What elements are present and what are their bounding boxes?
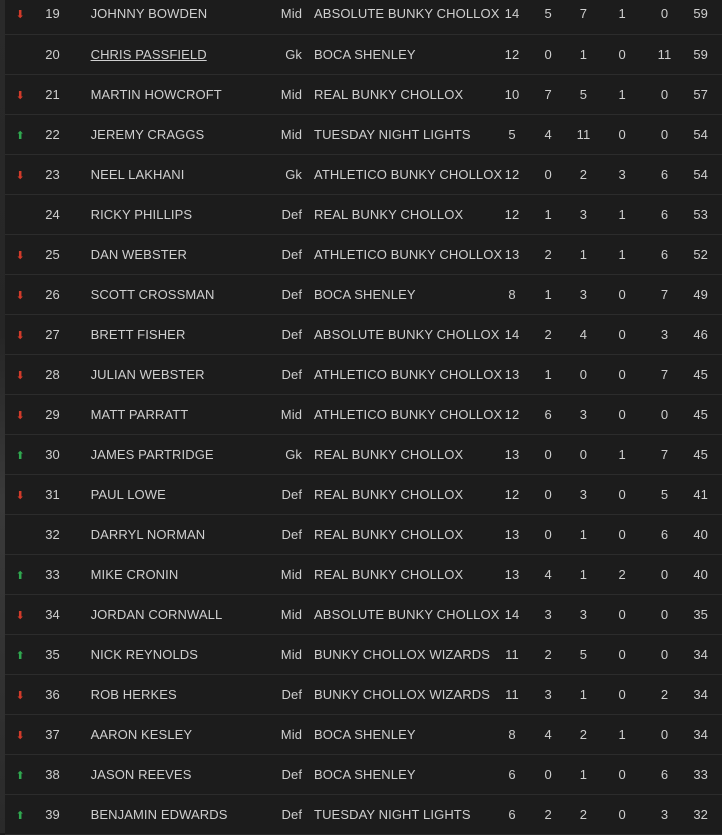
stat-cell: 2 xyxy=(618,566,626,582)
up-arrow-icon: ⬆ xyxy=(15,129,25,142)
team-name: ABSOLUTE BUNKY CHOLLOX xyxy=(314,606,500,622)
stat-cell: 2 xyxy=(544,806,552,822)
stat-cell: 5 xyxy=(508,126,516,142)
stat-cell: 0 xyxy=(544,166,552,182)
stat-cell: 6 xyxy=(508,806,516,822)
trend-cell xyxy=(5,354,35,394)
up-arrow-icon: ⬆ xyxy=(15,769,25,782)
position-cell: Gk xyxy=(285,46,303,62)
stat-cell: 6 xyxy=(660,166,669,182)
player-name: SCOTT CROSSMAN xyxy=(90,286,215,302)
player-name: RICKY PHILLIPS xyxy=(90,206,193,222)
rank-cell: 37 xyxy=(45,726,60,742)
team-name: BOCA SHENLEY xyxy=(314,286,416,302)
down-arrow-icon: ⬇ xyxy=(15,9,25,22)
position-cell: Def xyxy=(281,766,303,782)
player-name: NEEL LAKHANI xyxy=(90,166,185,182)
player-name xyxy=(91,34,272,74)
stat-cell: 1 xyxy=(579,526,588,542)
player-name: JOHNNY BOWDEN xyxy=(90,6,208,22)
team-name: ATHLETICO BUNKY CHOLLOX xyxy=(314,166,503,182)
stat-cell: 12 xyxy=(504,206,520,222)
stat-cell: 12 xyxy=(504,166,520,182)
player-name: JORDAN CORNWALL xyxy=(90,606,223,622)
player-name: JASON REEVES xyxy=(90,766,192,782)
player-name: JEREMY CRAGGS xyxy=(90,126,205,142)
stat-cell: 0 xyxy=(579,366,588,382)
trend-cell xyxy=(5,394,35,434)
player-standings-table xyxy=(5,0,722,835)
table-row xyxy=(5,594,722,634)
points-cell: 34 xyxy=(693,726,708,742)
stat-cell: 7 xyxy=(660,286,669,302)
position-cell: Mid xyxy=(280,406,303,422)
stat-cell: 4 xyxy=(544,566,552,582)
player-name: ROB HERKES xyxy=(90,686,177,702)
stat-cell: 11 xyxy=(657,46,672,62)
down-arrow-icon: ⬇ xyxy=(15,89,25,102)
team-name: ATHLETICO BUNKY CHOLLOX xyxy=(314,246,503,262)
trend-cell xyxy=(5,434,35,474)
rank-cell: 31 xyxy=(45,486,60,502)
stat-cell: 12 xyxy=(504,406,520,422)
position-cell: Gk xyxy=(285,446,303,462)
stat-cell: 0 xyxy=(544,766,552,782)
stat-cell: 1 xyxy=(618,86,626,102)
stat-cell: 1 xyxy=(618,726,626,742)
stat-cell: 7 xyxy=(660,366,669,382)
trend-cell xyxy=(5,74,35,114)
stat-cell: 0 xyxy=(660,646,669,662)
stat-cell: 3 xyxy=(544,606,552,622)
stat-cell: 8 xyxy=(508,726,516,742)
points-cell: 54 xyxy=(693,166,708,182)
stat-cell: 14 xyxy=(504,6,520,22)
stat-cell: 14 xyxy=(504,326,520,342)
player-name: JAMES PARTRIDGE xyxy=(90,446,214,462)
table-row xyxy=(5,714,722,754)
trend-cell xyxy=(5,554,35,594)
points-cell: 34 xyxy=(693,646,708,662)
trend-cell xyxy=(5,34,35,74)
points-cell: 41 xyxy=(693,486,708,502)
stat-cell: 14 xyxy=(504,606,520,622)
rank-cell: 26 xyxy=(45,286,60,302)
points-cell: 40 xyxy=(693,566,708,582)
stat-cell: 13 xyxy=(504,566,520,582)
stat-cell: 3 xyxy=(544,686,552,702)
points-cell: 34 xyxy=(693,686,708,702)
stat-cell: 1 xyxy=(544,366,552,382)
trend-cell xyxy=(5,154,35,194)
player-name: MATT PARRATT xyxy=(90,406,189,422)
rank-cell: 35 xyxy=(45,646,60,662)
trend-cell xyxy=(5,594,35,634)
stat-cell: 1 xyxy=(579,566,588,582)
team-name: ABSOLUTE BUNKY CHOLLOX xyxy=(314,6,500,22)
stat-cell: 1 xyxy=(579,246,588,262)
stat-cell: 0 xyxy=(618,526,626,542)
table-row xyxy=(5,674,722,714)
position-cell: Def xyxy=(281,366,303,382)
stat-cell: 0 xyxy=(579,446,588,462)
stat-cell: 7 xyxy=(544,86,552,102)
stat-cell: 2 xyxy=(660,686,669,702)
stat-cell: 12 xyxy=(504,486,520,502)
stat-cell: 11 xyxy=(576,126,591,142)
stat-cell: 0 xyxy=(660,726,669,742)
team-name: ABSOLUTE BUNKY CHOLLOX xyxy=(314,326,500,342)
rank-cell: 22 xyxy=(45,126,60,142)
player-name: DAN WEBSTER xyxy=(90,246,188,262)
stat-cell: 7 xyxy=(579,6,588,22)
position-cell: Def xyxy=(281,246,303,262)
down-arrow-icon: ⬇ xyxy=(15,689,25,702)
stat-cell: 0 xyxy=(618,606,626,622)
table-row xyxy=(5,514,722,554)
stat-cell: 0 xyxy=(618,126,626,142)
down-arrow-icon: ⬇ xyxy=(15,289,25,302)
player-name: JULIAN WEBSTER xyxy=(90,366,205,382)
team-name: TUESDAY NIGHT LIGHTS xyxy=(314,126,471,142)
team-name: REAL BUNKY CHOLLOX xyxy=(314,86,464,102)
rank-cell: 36 xyxy=(45,686,60,702)
stat-cell: 0 xyxy=(618,46,626,62)
rank-cell: 21 xyxy=(45,86,60,102)
trend-cell xyxy=(5,754,35,794)
position-cell: Mid xyxy=(280,606,303,622)
stat-cell: 10 xyxy=(504,86,520,102)
stat-cell: 0 xyxy=(660,126,669,142)
stat-cell: 7 xyxy=(660,446,669,462)
team-name: BOCA SHENLEY xyxy=(314,726,416,742)
stat-cell: 6 xyxy=(660,526,669,542)
points-cell: 54 xyxy=(693,126,708,142)
up-arrow-icon: ⬆ xyxy=(15,809,25,822)
table-row xyxy=(5,754,722,794)
table-row xyxy=(5,394,722,434)
position-cell: Def xyxy=(281,486,303,502)
stat-cell: 0 xyxy=(660,6,669,22)
stat-cell: 0 xyxy=(660,606,669,622)
stat-cell: 12 xyxy=(504,46,520,62)
down-arrow-icon: ⬇ xyxy=(15,729,25,742)
points-cell: 57 xyxy=(693,86,708,102)
rank-cell: 25 xyxy=(45,246,60,262)
stat-cell: 0 xyxy=(618,646,626,662)
stat-cell: 13 xyxy=(504,526,520,542)
player-name: MIKE CRONIN xyxy=(90,566,179,582)
stat-cell: 4 xyxy=(544,726,552,742)
position-cell: Def xyxy=(281,526,303,542)
table-row xyxy=(5,194,722,234)
stat-cell: 4 xyxy=(544,126,552,142)
stat-cell: 5 xyxy=(660,486,669,502)
stat-cell: 6 xyxy=(544,406,552,422)
team-name: BOCA SHENLEY xyxy=(314,46,416,62)
up-arrow-icon: ⬆ xyxy=(15,649,25,662)
stat-cell: 2 xyxy=(579,726,588,742)
down-arrow-icon: ⬇ xyxy=(15,169,25,182)
stat-cell: 2 xyxy=(544,646,552,662)
stat-cell: 5 xyxy=(579,86,588,102)
trend-cell xyxy=(5,314,35,354)
table-row xyxy=(5,234,722,274)
stat-cell: 1 xyxy=(579,766,588,782)
stat-cell: 3 xyxy=(579,286,588,302)
stat-cell: 6 xyxy=(660,206,669,222)
stat-cell: 5 xyxy=(544,6,552,22)
stat-cell: 3 xyxy=(660,326,669,342)
points-cell: 46 xyxy=(693,326,708,342)
stat-cell: 6 xyxy=(508,766,516,782)
stat-cell: 3 xyxy=(579,406,588,422)
table-row xyxy=(5,554,722,594)
rank-cell: 33 xyxy=(45,566,60,582)
rank-cell: 23 xyxy=(45,166,60,182)
player-name: AARON KESLEY xyxy=(90,726,193,742)
position-cell: Mid xyxy=(280,126,303,142)
trend-cell xyxy=(5,274,35,314)
stat-cell: 3 xyxy=(579,486,588,502)
down-arrow-icon: ⬇ xyxy=(15,609,25,622)
stat-cell: 1 xyxy=(544,206,552,222)
stat-cell: 11 xyxy=(505,646,519,662)
stat-cell: 1 xyxy=(579,46,588,62)
player-name: PAUL LOWE xyxy=(90,486,166,502)
table-row xyxy=(5,634,722,674)
table-body xyxy=(5,0,722,834)
team-name: ATHLETICO BUNKY CHOLLOX xyxy=(314,406,503,422)
rank-cell: 34 xyxy=(45,606,60,622)
team-name: REAL BUNKY CHOLLOX xyxy=(314,526,464,542)
trend-cell xyxy=(5,234,35,274)
trend-cell xyxy=(5,114,35,154)
position-cell: Def xyxy=(281,806,303,822)
table-row xyxy=(5,154,722,194)
rank-cell: 39 xyxy=(45,806,60,822)
table-row xyxy=(5,434,722,474)
points-cell: 32 xyxy=(693,806,708,822)
up-arrow-icon: ⬆ xyxy=(15,569,25,582)
position-cell: Def xyxy=(281,206,303,222)
trend-cell xyxy=(5,674,35,714)
trend-cell xyxy=(5,514,35,554)
team-name: REAL BUNKY CHOLLOX xyxy=(314,486,464,502)
trend-cell xyxy=(5,0,35,34)
rank-cell: 38 xyxy=(45,766,60,782)
stat-cell: 13 xyxy=(504,446,520,462)
stat-cell: 2 xyxy=(579,806,588,822)
position-cell: Mid xyxy=(280,646,303,662)
stat-cell: 0 xyxy=(618,486,626,502)
player-name: MARTIN HOWCROFT xyxy=(90,86,222,102)
points-cell: 45 xyxy=(693,366,708,382)
stat-cell: 6 xyxy=(660,246,669,262)
stat-cell: 5 xyxy=(579,646,588,662)
player-name: BRETT FISHER xyxy=(90,326,186,342)
down-arrow-icon: ⬇ xyxy=(15,489,25,502)
team-name: BUNKY CHOLLOX WIZARDS xyxy=(314,646,490,662)
stat-cell: 4 xyxy=(579,326,588,342)
table-row xyxy=(5,0,722,34)
points-cell: 49 xyxy=(693,286,708,302)
stat-cell: 0 xyxy=(618,406,626,422)
stat-cell: 6 xyxy=(660,766,669,782)
position-cell: Mid xyxy=(280,726,303,742)
table-row xyxy=(5,354,722,394)
stat-cell: 13 xyxy=(504,246,520,262)
down-arrow-icon: ⬇ xyxy=(15,329,25,342)
trend-cell xyxy=(5,194,35,234)
rank-cell: 19 xyxy=(45,6,60,22)
stat-cell: 0 xyxy=(544,486,552,502)
stat-cell: 0 xyxy=(618,366,626,382)
rank-cell: 27 xyxy=(45,326,60,342)
points-cell: 59 xyxy=(693,6,708,22)
table-row xyxy=(5,274,722,314)
trend-cell xyxy=(5,634,35,674)
position-cell: Def xyxy=(281,286,303,302)
table-row xyxy=(5,314,722,354)
rank-cell: 32 xyxy=(45,526,60,542)
points-cell: 59 xyxy=(693,46,708,62)
stat-cell: 2 xyxy=(544,246,552,262)
rank-cell: 30 xyxy=(45,446,60,462)
stat-cell: 1 xyxy=(618,6,626,22)
stat-cell: 1 xyxy=(618,446,626,462)
trend-cell xyxy=(5,474,35,514)
team-name: BOCA SHENLEY xyxy=(314,766,416,782)
down-arrow-icon: ⬇ xyxy=(15,249,25,262)
stat-cell: 3 xyxy=(579,206,588,222)
stat-cell: 2 xyxy=(544,326,552,342)
stat-cell: 3 xyxy=(579,606,588,622)
stat-cell: 0 xyxy=(618,286,626,302)
position-cell: Mid xyxy=(280,6,303,22)
stat-cell: 1 xyxy=(544,286,552,302)
position-cell: Def xyxy=(281,326,303,342)
stat-cell: 0 xyxy=(660,86,669,102)
table-row xyxy=(5,74,722,114)
player-name: DARRYL NORMAN xyxy=(90,526,206,542)
points-cell: 35 xyxy=(693,606,708,622)
stat-cell: 0 xyxy=(618,686,626,702)
stat-cell: 1 xyxy=(618,206,626,222)
stat-cell: 0 xyxy=(544,46,552,62)
team-name: REAL BUNKY CHOLLOX xyxy=(314,446,464,462)
stat-cell: 13 xyxy=(504,366,520,382)
stat-cell: 0 xyxy=(618,806,626,822)
team-name: REAL BUNKY CHOLLOX xyxy=(314,206,464,222)
table-row xyxy=(5,114,722,154)
position-cell: Mid xyxy=(280,86,303,102)
trend-cell xyxy=(5,794,35,834)
down-arrow-icon: ⬇ xyxy=(15,369,25,382)
stat-cell: 8 xyxy=(508,286,516,302)
player-name-link[interactable]: CHRIS PASSFIELD xyxy=(90,46,207,62)
stat-cell: 11 xyxy=(505,686,519,702)
stat-cell: 0 xyxy=(660,406,669,422)
position-cell: Def xyxy=(281,686,303,702)
up-arrow-icon: ⬆ xyxy=(15,449,25,462)
stat-cell: 0 xyxy=(618,326,626,342)
trend-cell xyxy=(5,714,35,754)
team-name: REAL BUNKY CHOLLOX xyxy=(314,566,464,582)
team-name: BUNKY CHOLLOX WIZARDS xyxy=(314,686,490,702)
stat-cell: 2 xyxy=(579,166,588,182)
points-cell: 53 xyxy=(693,206,708,222)
table-row xyxy=(5,794,722,834)
stat-cell: 0 xyxy=(618,766,626,782)
points-cell: 45 xyxy=(693,406,708,422)
stat-cell: 3 xyxy=(660,806,669,822)
player-name: NICK REYNOLDS xyxy=(90,646,199,662)
rank-cell: 20 xyxy=(45,46,60,62)
player-name: BENJAMIN EDWARDS xyxy=(90,806,228,822)
stat-cell: 1 xyxy=(618,246,626,262)
rank-cell: 29 xyxy=(45,406,60,422)
points-cell: 40 xyxy=(693,526,708,542)
team-name: TUESDAY NIGHT LIGHTS xyxy=(314,806,471,822)
position-cell: Gk xyxy=(285,166,303,182)
stat-cell: 0 xyxy=(544,526,552,542)
stat-cell: 0 xyxy=(544,446,552,462)
stat-cell: 0 xyxy=(660,566,669,582)
position-cell: Mid xyxy=(280,566,303,582)
points-cell: 45 xyxy=(693,446,708,462)
team-name: ATHLETICO BUNKY CHOLLOX xyxy=(314,366,503,382)
rank-cell: 24 xyxy=(45,206,60,222)
stat-cell: 1 xyxy=(579,686,588,702)
rank-cell: 28 xyxy=(45,366,60,382)
table-row xyxy=(5,474,722,514)
points-cell: 52 xyxy=(693,246,708,262)
stat-cell: 3 xyxy=(618,166,626,182)
table-row xyxy=(5,34,722,74)
points-cell: 33 xyxy=(693,766,708,782)
down-arrow-icon: ⬇ xyxy=(15,409,25,422)
